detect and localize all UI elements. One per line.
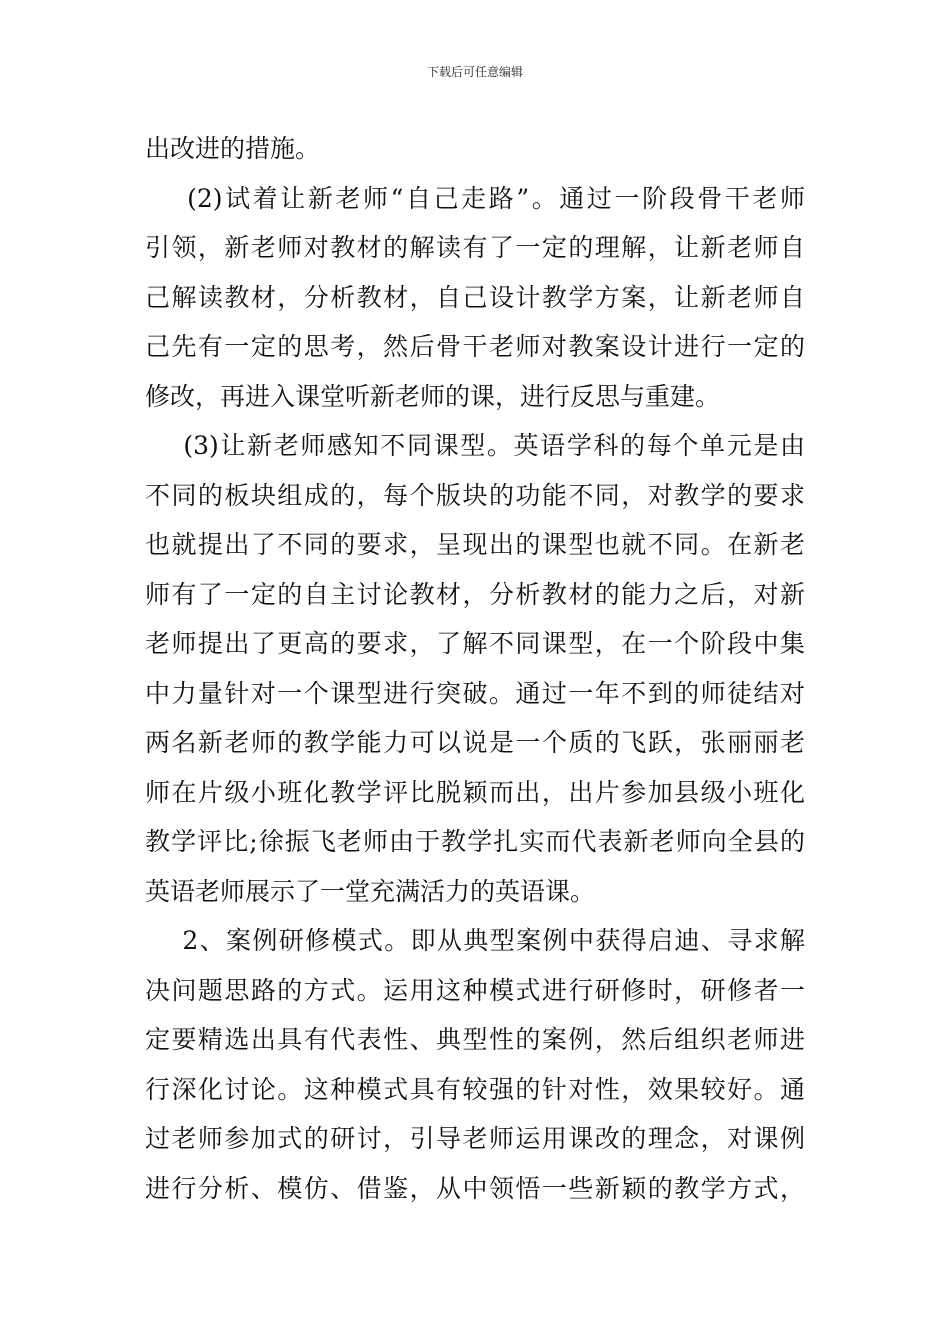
text-line: 决问题思路的方式。运用这种模式进行研修时，研修者一 [145, 975, 805, 1005]
text-line: 师在片级小班化教学评比脱颖而出，出片参加县级小班化 [145, 777, 805, 807]
text-line: 中力量针对一个课型进行突破。通过一年不到的师徒结对 [145, 678, 805, 708]
text-line: 教学评比;徐振飞老师由于教学扎实而代表新老师向全县的 [145, 827, 805, 856]
text-line: 己先有一定的思考，然后骨干老师对教案设计进行一定的 [145, 332, 805, 361]
text-line: 引领，新老师对教材的解读有了一定的理解，让新老师自 [145, 233, 805, 262]
text-line: 修改，再进入课堂听新老师的课，进行反思与重建。 [145, 381, 721, 411]
text-line: (2)试着让新老师“自己走路”。通过一阶段骨干老师 [145, 183, 805, 213]
text-line: 定要精选出具有代表性、典型性的案例，然后组织老师进 [145, 1025, 805, 1054]
text-line: 出改进的措施。 [145, 134, 321, 163]
text-line: 过老师参加式的研讨，引导老师运用课改的理念，对课例 [145, 1124, 805, 1153]
text-line: 进行分析、模仿、借鉴，从中领悟一些新颖的教学方式， [145, 1173, 805, 1203]
body-text [145, 124, 805, 1213]
text-line: 行深化讨论。这种模式具有较强的针对性，效果较好。通 [145, 1074, 805, 1104]
text-line: 不同的板块组成的，每个版块的功能不同，对教学的要求 [145, 480, 805, 510]
text-line: 也就提出了不同的要求，呈现出的课型也就不同。在新老 [145, 530, 805, 559]
text-line: 老师提出了更高的要求，了解不同课型，在一个阶段中集 [145, 629, 805, 658]
text-line: 英语老师展示了一堂充满活力的英语课。 [145, 876, 596, 906]
text-line: 己解读教材，分析教材，自己设计教学方案，让新老师自 [145, 282, 805, 312]
text-line: 两名新老师的教学能力可以说是一个质的飞跃，张丽丽老 [145, 728, 805, 757]
page-header: 下载后可任意编辑 [426, 65, 523, 79]
text-line: 师有了一定的自主讨论教材，分析教材的能力之后，对新 [145, 579, 805, 609]
text-line: 2、案例研修模式。即从典型案例中获得启迪、寻求解 [145, 926, 805, 955]
text-line: (3)让新老师感知不同课型。英语学科的每个单元是由 [145, 431, 805, 460]
